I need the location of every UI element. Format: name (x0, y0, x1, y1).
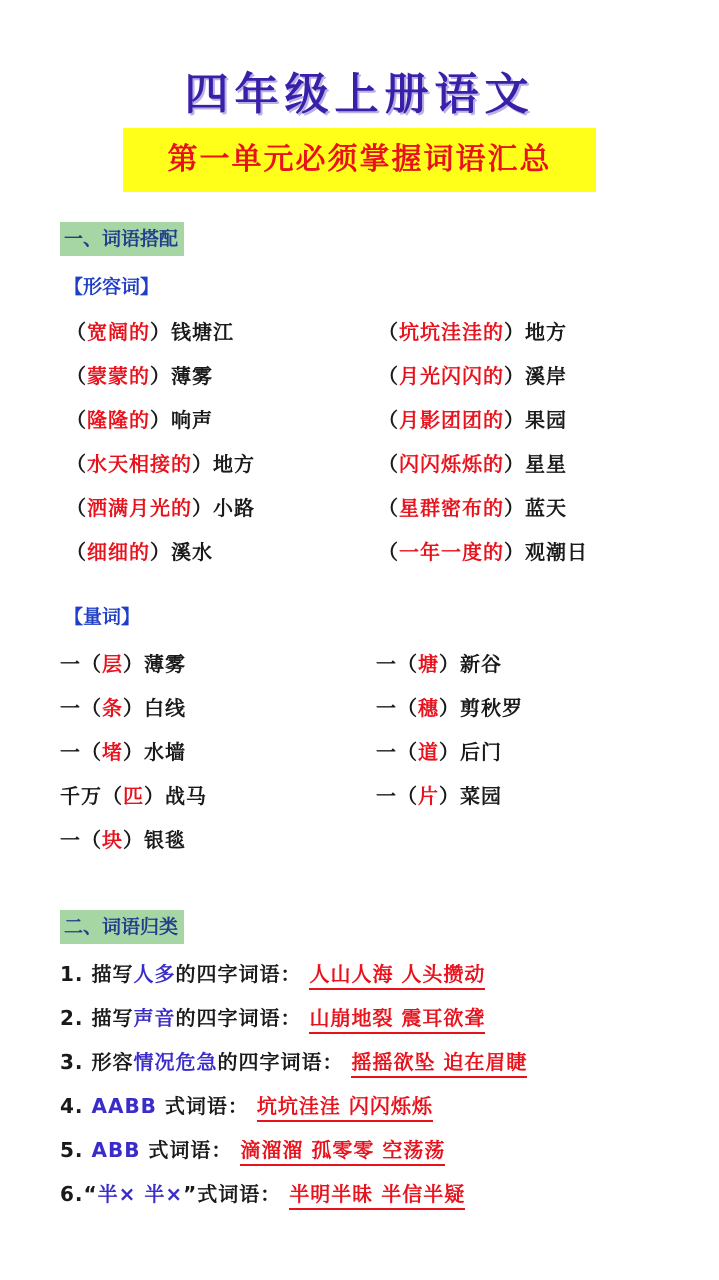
subheading-adjective: 【形容词】 (64, 276, 160, 298)
measure-row-left: 千万（匹）战马 (60, 784, 207, 808)
classification-item: 5. ABB 式词语： 滴溜溜 孤零零 空荡荡 (60, 1134, 445, 1163)
measure-row-left: 一（块）银毯 (60, 828, 186, 852)
page-title: 四年级上册语文 (184, 69, 535, 120)
measure-row-left: 一（堵）水墙 (60, 740, 186, 764)
adj-row-right: （星群密布的）蓝天 (378, 496, 567, 520)
classification-item: 4. AABB 式词语： 坑坑洼洼 闪闪烁烁 (60, 1090, 433, 1119)
adj-row-left: （宽阔的）钱塘江 (66, 320, 234, 344)
classification-item: 3. 形容情况危急的四字词语： 摇摇欲坠 迫在眉睫 (60, 1046, 527, 1075)
measure-row-right: 一（穗）剪秋罗 (376, 696, 523, 720)
page-subtitle: 第一单元必须掌握词语汇总 (123, 128, 596, 192)
adj-row-right: （闪闪烁烁的）星星 (378, 452, 567, 476)
measure-row-left: 一（条）白线 (60, 696, 186, 720)
adj-row-right: （月影团团的）果园 (378, 408, 567, 432)
classification-item: 6.“半× 半×”式词语： 半明半昧 半信半疑 (60, 1178, 465, 1207)
section-heading-classification: 二、词语归类 (60, 910, 184, 944)
adj-row-left: （细细的）溪水 (66, 540, 213, 564)
adj-row-left: （洒满月光的）小路 (66, 496, 255, 520)
adj-row-right: （坑坑洼洼的）地方 (378, 320, 567, 344)
measure-row-left: 一（层）薄雾 (60, 652, 186, 676)
section-heading-collocation: 一、词语搭配 (60, 222, 184, 256)
adj-row-right: （一年一度的）观潮日 (378, 540, 588, 564)
classification-item: 1. 描写人多的四字词语： 人山人海 人头攒动 (60, 958, 485, 987)
adj-row-left: （蒙蒙的）薄雾 (66, 364, 213, 388)
measure-row-right: 一（塘）新谷 (376, 652, 502, 676)
classification-item: 2. 描写声音的四字词语： 山崩地裂 震耳欲聋 (60, 1002, 485, 1031)
adj-row-left: （水天相接的）地方 (66, 452, 255, 476)
measure-row-right: 一（道）后门 (376, 740, 502, 764)
measure-row-right: 一（片）菜园 (376, 784, 502, 808)
adj-row-right: （月光闪闪的）溪岸 (378, 364, 567, 388)
adj-row-left: （隆隆的）响声 (66, 408, 213, 432)
subheading-measure: 【量词】 (64, 606, 141, 628)
